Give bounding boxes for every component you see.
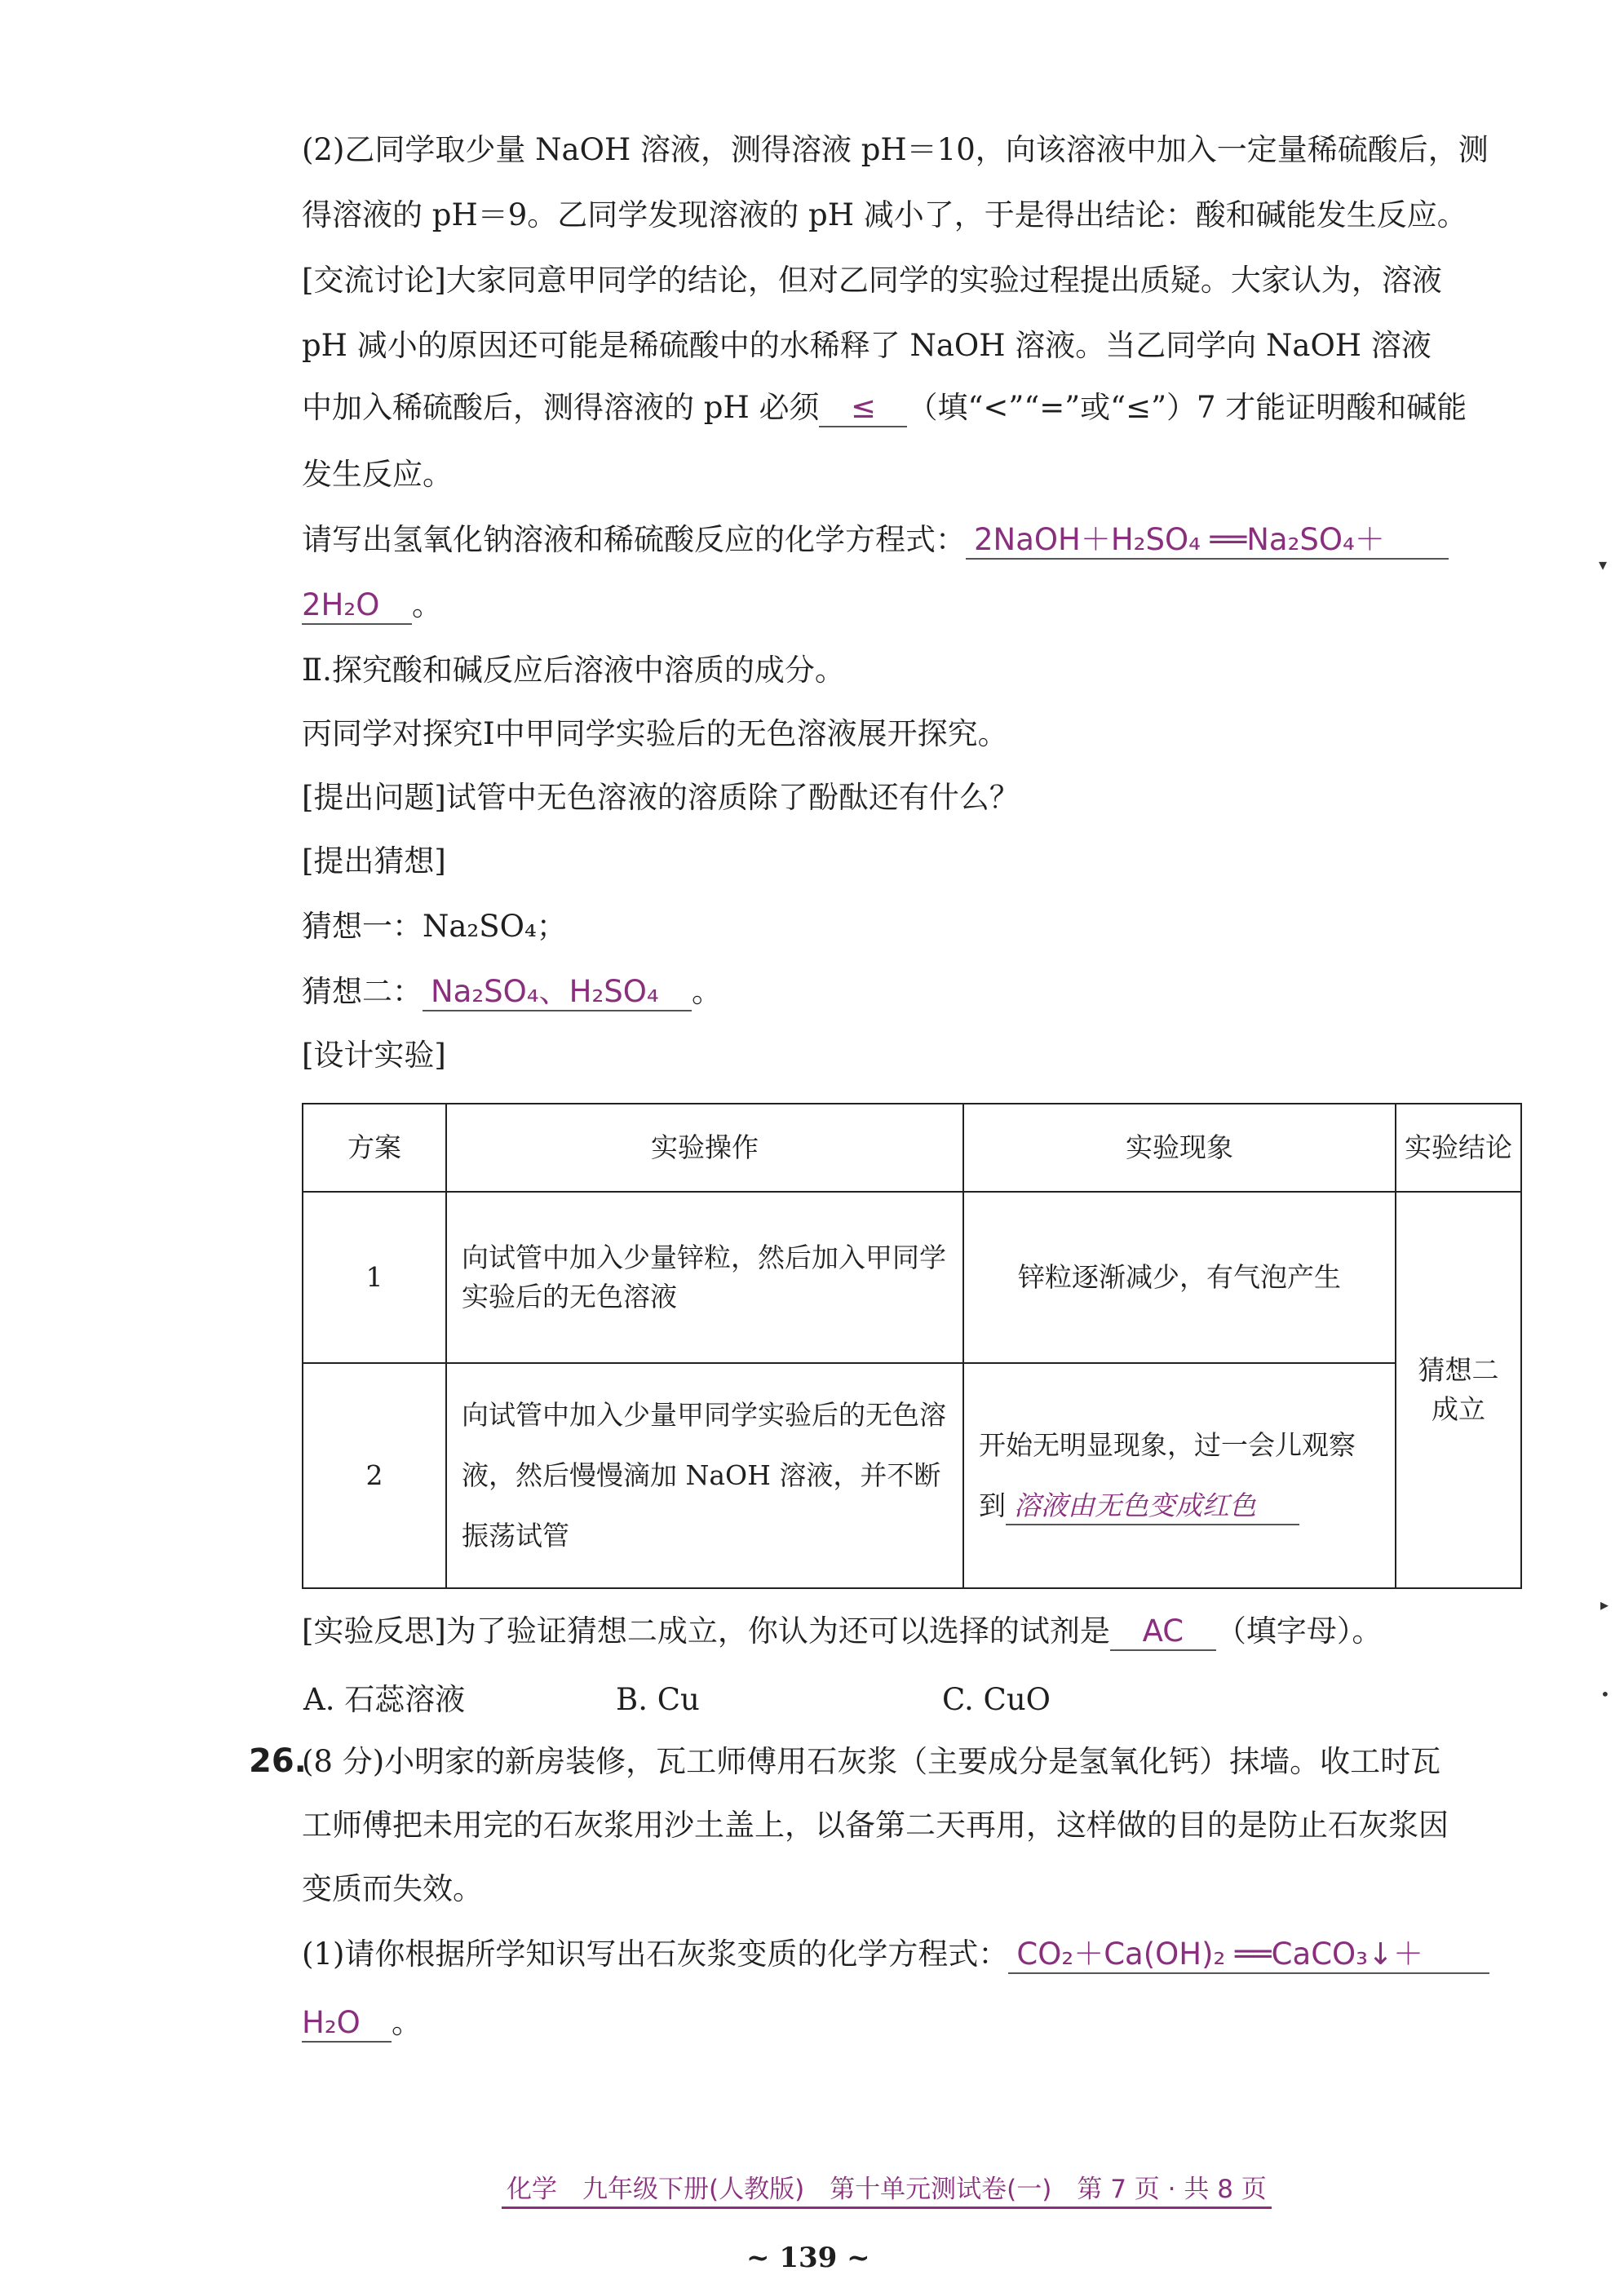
- question-number: 26.: [249, 1742, 307, 1780]
- table-cell: 1: [303, 1192, 446, 1363]
- text-line: [302, 971, 722, 1013]
- table-cell: [963, 1363, 1396, 1588]
- text: 。: [392, 2005, 422, 2040]
- answer-equation-2-cont: H₂O: [302, 2005, 392, 2043]
- text-line: [交流讨论]大家同意甲同学的结论，但对乙同学的实验过程提出质疑。大家认为，溶液: [302, 263, 1442, 298]
- answer-equation-1: 2NaOH＋H₂SO₄ ══Na₂SO₄＋: [966, 522, 1449, 560]
- table-cell: 向试管中加入少量甲同学实验后的无色溶液，然后慢慢滴加 NaOH 溶液，并不断振荡试管: [446, 1363, 963, 1588]
- table-row: [303, 1192, 1521, 1363]
- option-a: A. 石蕊溶液: [303, 1682, 466, 1717]
- text: 。: [412, 587, 442, 622]
- text-line: [设计实验]: [302, 1038, 446, 1073]
- table-header: 实验结论: [1396, 1104, 1521, 1192]
- option-b: B. Cu: [616, 1682, 700, 1717]
- text-line: (2)乙同学取少量 NaOH 溶液，测得溶液 pH＝10，向该溶液中加入一定量稀硫酸后，测: [302, 132, 1489, 167]
- scan-mark: •: [1600, 1684, 1610, 1704]
- answer-guess-2: Na₂SO₄、H₂SO₄: [423, 974, 692, 1011]
- text-line: [302, 1933, 1489, 1976]
- answer-ph-relation: ≤: [819, 390, 907, 427]
- answer-equation-2: CO₂＋Ca(OH)₂ ══CaCO₃↓＋: [1008, 1937, 1489, 1974]
- page-number: ~ 139 ~: [746, 2242, 870, 2274]
- text-line: [302, 584, 442, 626]
- text: 请写出氢氧化钠溶液和稀硫酸反应的化学方程式：: [302, 522, 966, 557]
- table-header-row: [303, 1104, 1521, 1192]
- text: [实验反思]为了验证猜想二成立，你认为还可以选择的试剂是: [302, 1613, 1110, 1649]
- text: (1)请你根据所学知识写出石灰浆变质的化学方程式：: [302, 1937, 1009, 1972]
- text: 中加入稀硫酸后，测得溶液的 pH 必须: [302, 390, 820, 425]
- text: 。: [692, 974, 722, 1009]
- experiment-table: [302, 1103, 1522, 1589]
- text-line: [302, 519, 1449, 561]
- table-cell-conclusion: 猜想二成立: [1396, 1192, 1521, 1588]
- answer-observation: 溶液由无色变成红色: [1006, 1488, 1299, 1525]
- table-header: 实验操作: [446, 1104, 963, 1192]
- scan-mark: ▾: [1599, 555, 1608, 574]
- text-line: 猜想一：Na₂SO₄；: [302, 909, 567, 944]
- table-cell: 锌粒逐渐减少，有气泡产生: [963, 1192, 1396, 1363]
- text-line: 得溶液的 pH＝9。乙同学发现溶液的 pH 减小了，于是得出结论：酸和碱能发生反应。: [302, 197, 1467, 232]
- text: （填字母）。: [1215, 1613, 1383, 1649]
- table-header: 实验现象: [963, 1104, 1396, 1192]
- text-line: Ⅱ.探究酸和碱反应后溶液中溶质的成分。: [302, 653, 845, 688]
- text-line: [302, 387, 1467, 429]
- scan-mark: ▸: [1600, 1595, 1609, 1614]
- answer-equation-1-cont: 2H₂O: [302, 587, 412, 625]
- text-line: [302, 1610, 1382, 1653]
- text-line: (8 分)小明家的新房装修，瓦工师傅用石灰浆（主要成分是氢氧化钙）抹墙。收工时瓦: [302, 1744, 1441, 1779]
- answer-reagent: AC: [1110, 1613, 1216, 1651]
- text: （填“<”“=”或“≤”）7 才能证明酸和碱能: [907, 390, 1467, 425]
- text-line: pH 减小的原因还可能是稀硫酸中的水稀释了 NaOH 溶液。当乙同学向 NaOH 溶液: [302, 328, 1432, 363]
- text-line: [提出猜想]: [302, 843, 446, 879]
- table-cell: 2: [303, 1363, 446, 1588]
- table-header: 方案: [303, 1104, 446, 1192]
- table-cell: 向试管中加入少量锌粒，然后加入甲同学实验后的无色溶液: [446, 1192, 963, 1363]
- text-line: 工师傅把未用完的石灰浆用沙土盖上，以备第二天再用，这样做的目的是防止石灰浆因: [302, 1808, 1449, 1843]
- text: 开始无明显现象，过一会儿观察到: [979, 1429, 1356, 1521]
- text-line: 发生反应。: [302, 457, 453, 492]
- table-row: [303, 1363, 1521, 1588]
- option-c: C. CuO: [942, 1682, 1051, 1717]
- text-line: 变质而失效。: [302, 1871, 483, 1906]
- text-line: [提出问题]试管中无色溶液的溶质除了酚酞还有什么？: [302, 780, 1020, 815]
- text-line: 丙同学对探究Ⅰ中甲同学实验后的无色溶液展开探究。: [302, 716, 1008, 751]
- text-line: [302, 2002, 422, 2044]
- text: 猜想二：: [302, 974, 423, 1009]
- page-footer: 化学 九年级下册(人教版) 第十单元测试卷(一) 第 7 页 · 共 8 页: [502, 2168, 1272, 2209]
